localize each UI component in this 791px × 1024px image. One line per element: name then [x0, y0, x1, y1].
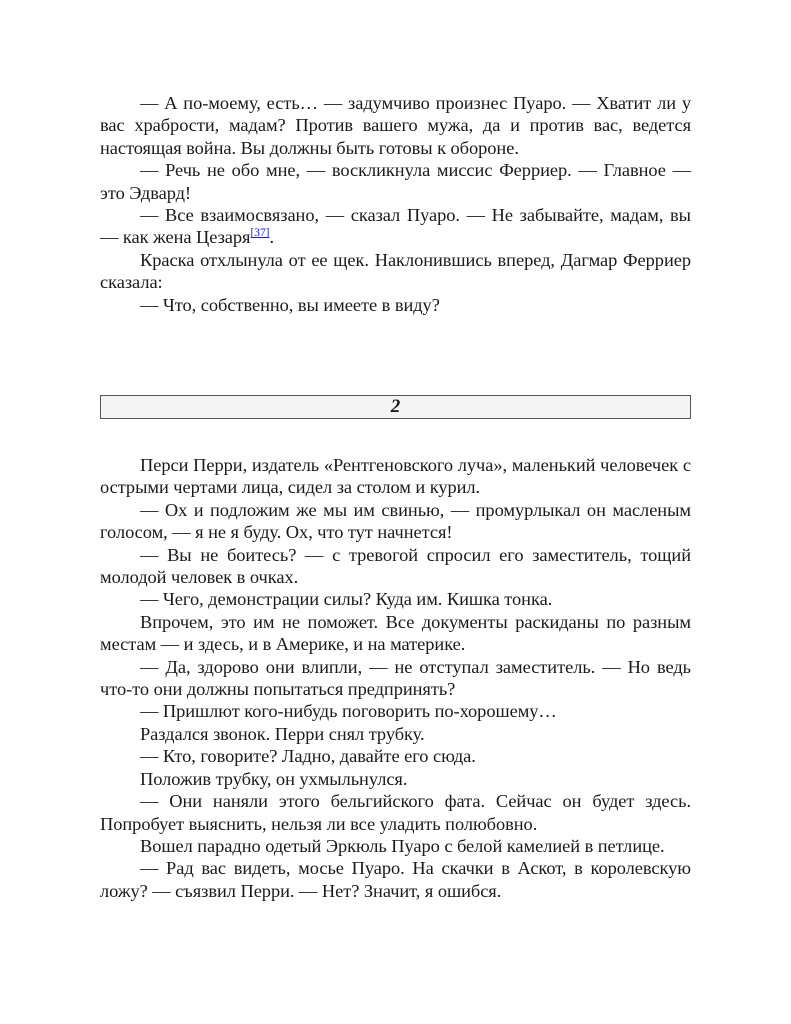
paragraph: — Они наняли этого бельгийского фата. Сейчас он будет здесь. Попробует выяснить, нельзя ли все уладить полюбовно.: [100, 791, 691, 834]
paragraph: Положив трубку, он ухмыльнулся.: [140, 768, 408, 789]
paragraph: — Вы не боитесь? — с тревогой спросил его заместитель, тощий молодой человек в очках.: [100, 544, 691, 588]
paragraph: Впрочем, это им не поможет. Все документы раскиданы по разным местам — и здесь, и в Америке, и на материке.: [100, 611, 691, 655]
paragraph-tail: .: [269, 227, 274, 248]
section-title: 2: [390, 396, 401, 417]
paragraph: — Что, собственно, вы имеете в виду?: [140, 294, 440, 315]
paragraph: Вошел парадно одетый Эркюль Пуаро с белой камелией в петлице.: [140, 835, 665, 856]
text-block-part2: [100, 454, 691, 902]
paragraph: — А по-моему, есть… — задумчиво произнес Пуаро. — Хватит ли у вас храбрости, мадам? Против вашего мужа, да и против вас, ведется настоящая война. Вы должны быть готовы к обороне.: [100, 93, 691, 158]
paragraph: — Ох и подложим же мы им свинью, — промурлыкал он масленым голосом, — я не я буду. Ох, что тут начнется!: [100, 499, 691, 543]
paragraph: — Рад вас видеть, мосье Пуаро. На скачки в Аскот, в королевскую ложу? — съязвил Перри. — Нет? Значит, я ошибся.: [100, 858, 691, 901]
paragraph: — Да, здорово они влипли, — не отступал заместитель. — Но ведь что-то они должны попытаться предпринять?: [100, 656, 691, 700]
paragraph: Раздался звонок. Перри снял трубку.: [140, 723, 425, 744]
paragraph: Краска отхлынула от ее щек. Наклонившись вперед, Дагмар Ферриер сказала:: [100, 249, 691, 293]
paragraph: — Чего, демонстрации силы? Куда им. Кишка тонка.: [140, 589, 553, 610]
section-header: [100, 395, 691, 419]
paragraph-text: — Все взаимосвязано, — сказал Пуаро. — Не забывайте, мадам, вы — как жена Цезаря: [100, 205, 691, 248]
paragraph: — Кто, говорите? Ладно, давайте его сюда.: [140, 746, 476, 767]
footnote-link[interactable]: [37]: [250, 227, 270, 240]
paragraph: — Речь не обо мне, — воскликнула миссис Ферриер. — Главное — это Эдвард!: [100, 160, 691, 203]
text-block-part1: [100, 92, 691, 316]
paragraph: [100, 204, 691, 249]
paragraph: Перси Перри, издатель «Рентгеновского луча», маленький человечек с острыми чертами лица, сидел за столом и курил.: [100, 455, 691, 498]
paragraph: — Пришлют кого-нибудь поговорить по-хорошему…: [140, 701, 557, 722]
